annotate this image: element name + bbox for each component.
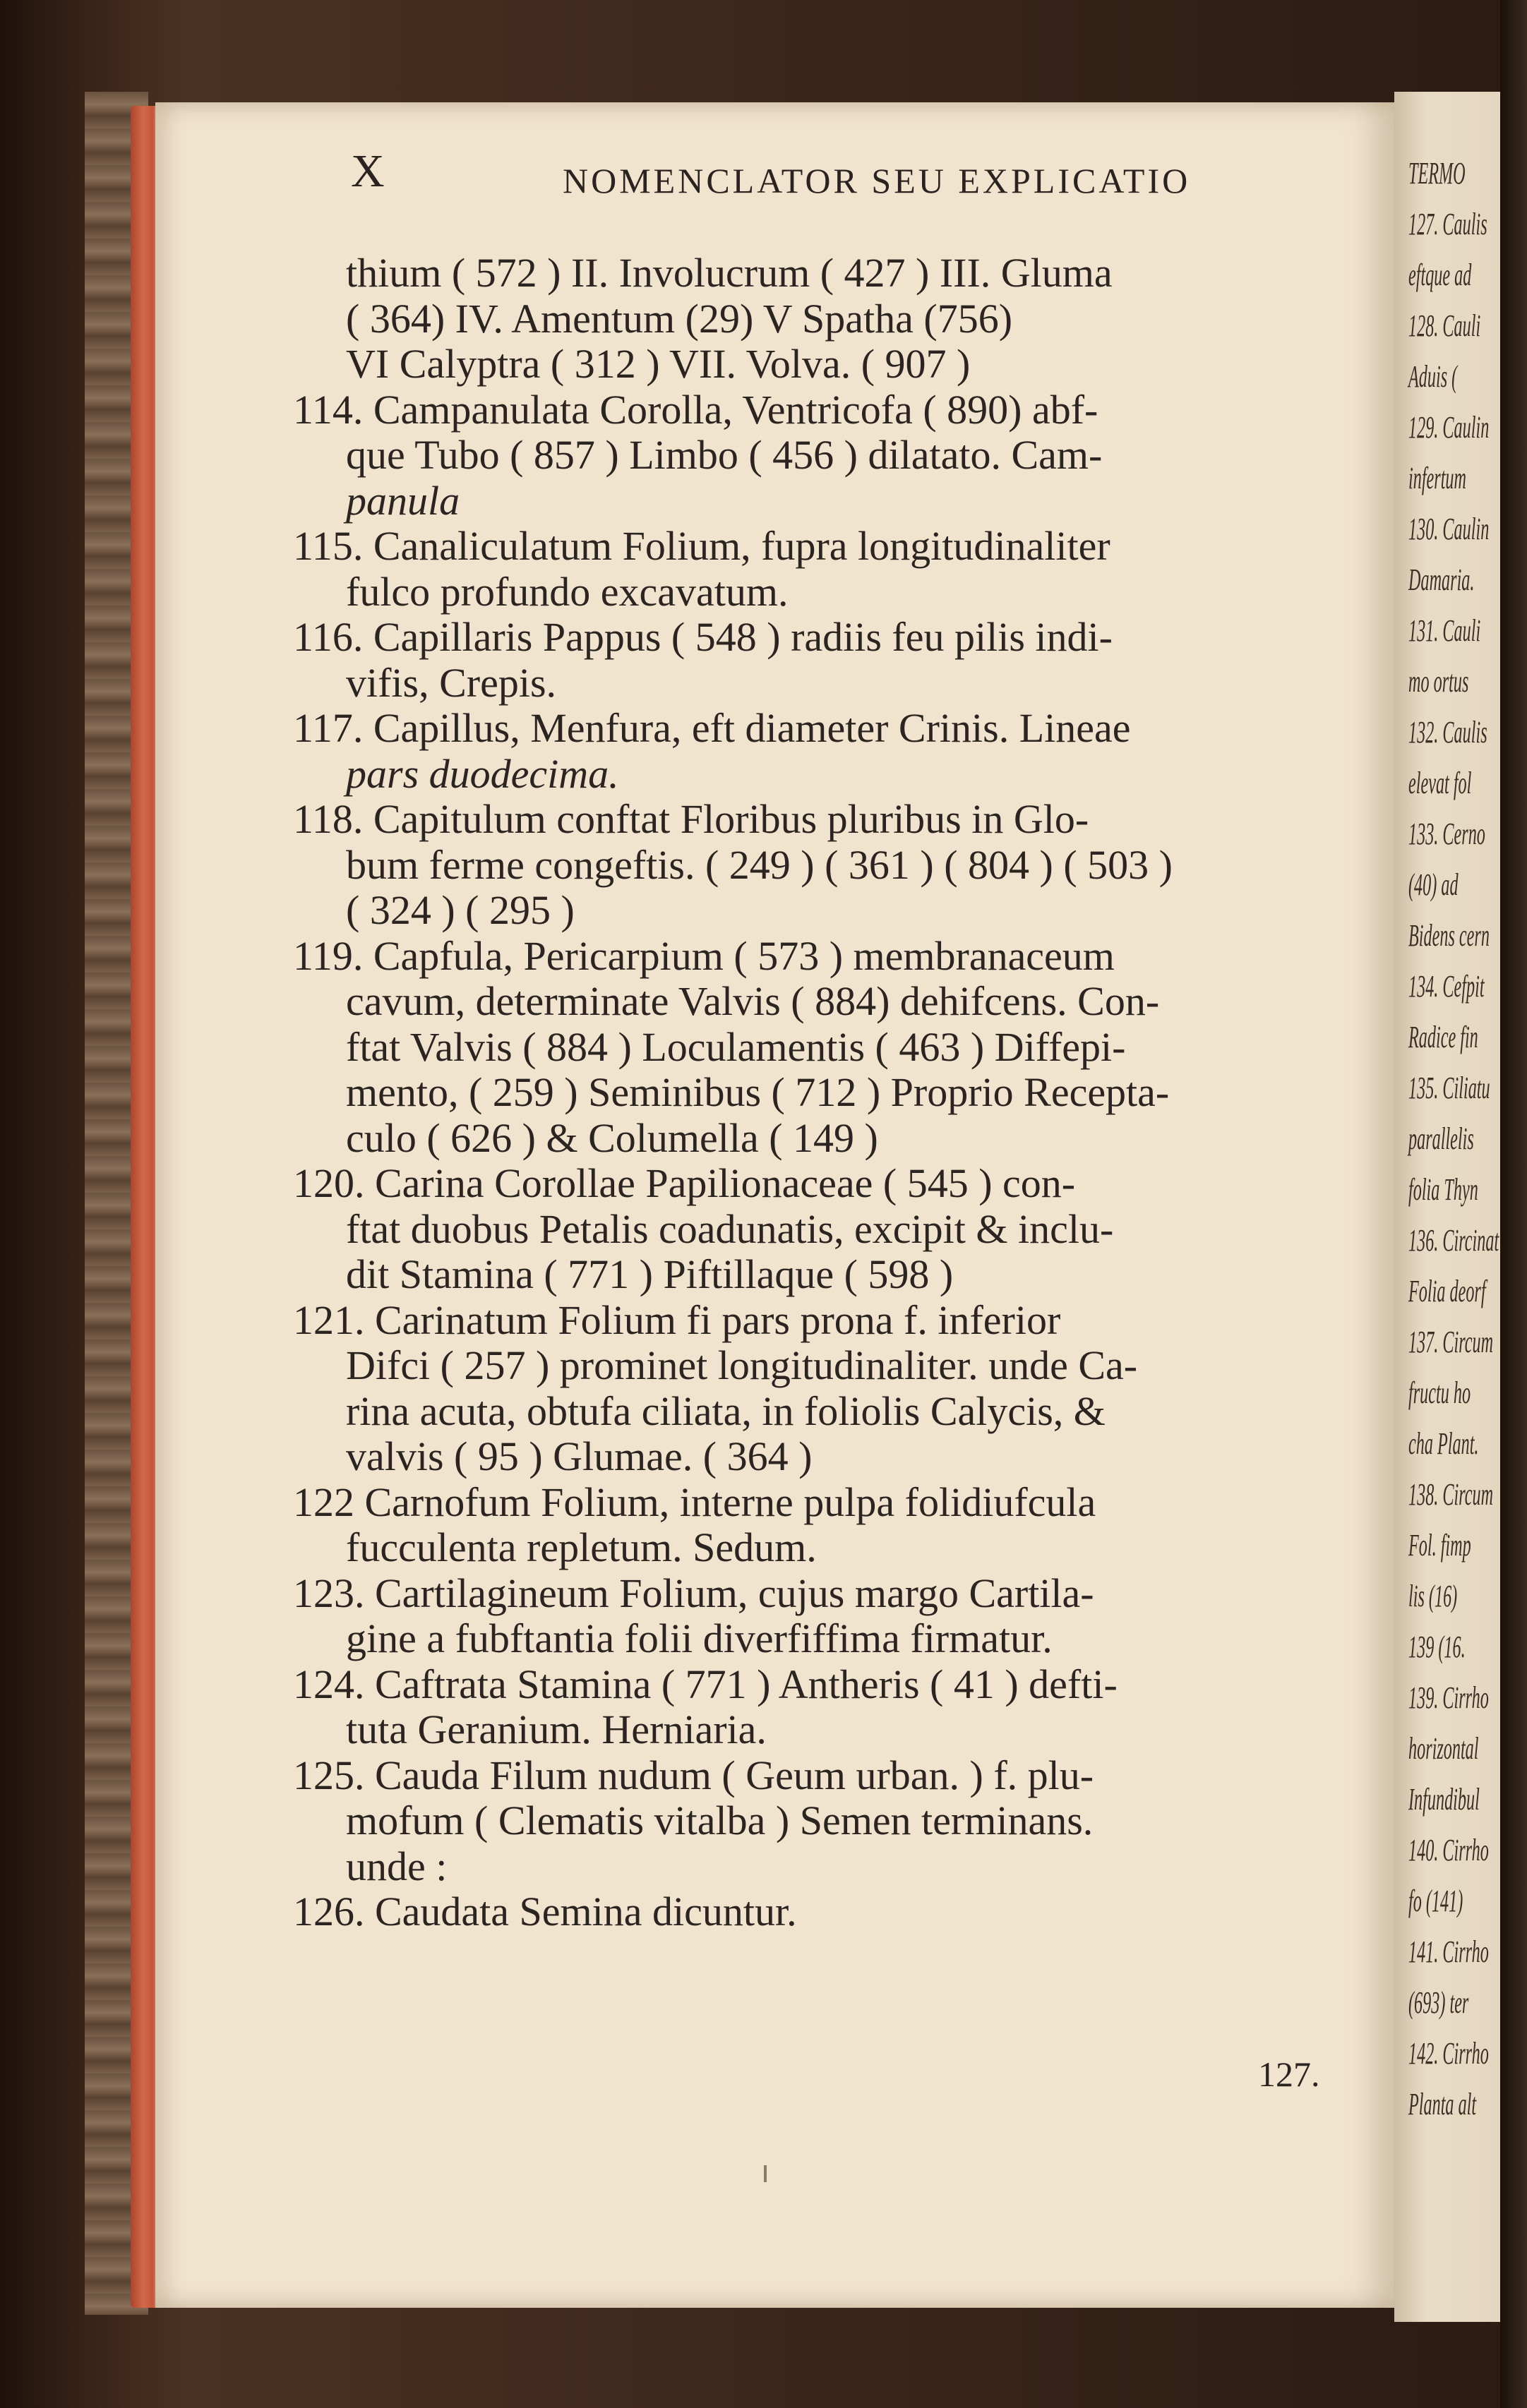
facing-page-line: 129. Caulin [1408,410,1490,445]
entry-line: 118. Capitulum conftat Floribus pluribus in Glo- [293,796,1089,842]
text-line: mofum ( Clematis vitalba ) Semen terminans. [346,1798,1094,1843]
text-line: VI Calyptra ( 312 ) VII. Volva. ( 907 ) [346,341,971,387]
entry-line: 124. Caftrata Stamina ( 771 ) Antheris ( 41 ) defti- [293,1661,1118,1707]
facing-page-line: cha Plant. [1408,1426,1479,1461]
facing-page-line: mo ortus [1408,664,1469,699]
entry-line: 116. Capillaris Pappus ( 548 ) radiis feu pilis indi- [293,614,1113,660]
text-line: mento, ( 259 ) Seminibus ( 712 ) Proprio Recepta- [346,1069,1170,1115]
facing-page-line: 138. Circum [1408,1477,1494,1512]
text-line: vifis, Crepis. [346,659,557,706]
entry-line: 125. Cauda Filum nudum ( Geum urban. ) f. plu- [293,1752,1094,1798]
header-title: NOMENCLATOR SEU EXPLICATIO [563,161,1191,200]
facing-page-line: (40) ad [1408,867,1459,902]
text-line: unde : [346,1843,448,1889]
facing-page-line: 137. Circum [1408,1325,1494,1359]
entry-line: 122 Carnofum Folium, interne pulpa folidiufcula [293,1479,1096,1525]
facing-page-line: 140. Cirrho [1408,1833,1489,1867]
entry-line: 123. Cartilagineum Folium, cujus margo Cartila- [293,1570,1094,1616]
facing-page-line: 132. Caulis [1408,715,1487,750]
facing-page-line: 128. Cauli [1408,308,1481,343]
facing-page-line: 134. Cefpit [1408,969,1485,1004]
text-line: panula [346,477,460,524]
text-line: culo ( 626 ) & Columella ( 149 ) [346,1114,878,1161]
facing-page-line: Damaria. [1408,562,1475,597]
facing-page-line: lis (16) [1408,1579,1458,1613]
facing-page-line: (693) ter [1408,1985,1469,2020]
facing-page-line: folia Thyn [1408,1172,1478,1207]
facing-page-line: fo (141) [1408,1884,1463,1918]
facing-page-line: parallelis [1408,1121,1474,1156]
text-line: Difci ( 257 ) prominet longitudinaliter. unde Ca- [346,1342,1138,1388]
entry-line: 126. Caudata Semina dicuntur. [293,1889,797,1934]
facing-page-line: horizontal [1408,1731,1479,1766]
facing-page-line: 141. Cirrho [1408,1934,1489,1969]
text-line: dit Stamina ( 771 ) Piftillaque ( 598 ) [346,1251,954,1297]
page-number: 127. [1258,2054,1320,2094]
text-line: pars duodecima. [346,750,619,797]
text-line: rina acuta, obtufa ciliata, in foliolis Calycis, & [346,1387,1106,1434]
facing-page-line: Radice fin [1408,1020,1478,1054]
facing-page-line: Folia deorf [1408,1274,1486,1308]
facing-page-line: 127. Caulis [1408,207,1487,241]
text-line: ftat Valvis ( 884 ) Loculamentis ( 463 ) Diffepi- [346,1023,1126,1070]
facing-page-line: 136. Circinat [1408,1223,1499,1258]
facing-page-line: Planta alt [1408,2087,1477,2121]
text-line: thium ( 572 ) II. Involucrum ( 427 ) III. Gluma [346,250,1113,296]
entry-line: 114. Campanulata Corolla, Ventricofa ( 890) abf- [293,386,1098,433]
facing-page-line: 133. Cerno [1408,817,1485,851]
printer-mark [764,2165,767,2182]
text-line: fucculenta repletum. Sedum. [346,1524,817,1570]
entry-line: 121. Carinatum Folium fi pars prona f. inferior [293,1296,1061,1343]
facing-page-line: 139. Cirrho [1408,1680,1489,1715]
text-line: gine a fubftantia folii diverfiffima firmatur. [346,1615,1053,1661]
text-line: ( 324 ) ( 295 ) [346,887,575,933]
entry-line: 117. Capillus, Menfura, eft diameter Crinis. Lineae [293,705,1131,751]
text-line: valvis ( 95 ) Glumae. ( 364 ) [346,1433,813,1479]
entry-line: 115. Canaliculatum Folium, fupra longitudinaliter [293,523,1110,569]
facing-page-line: eftque ad [1408,258,1472,292]
text-line: bum ferme congeftis. ( 249 ) ( 361 ) ( 804 ) ( 503 ) [346,841,1173,888]
facing-page-line: Infundibul [1408,1782,1480,1817]
facing-page-line: Fol. fimp [1408,1528,1471,1563]
facing-page-line: fructu ho [1408,1375,1471,1410]
facing-page-line: 135. Ciliatu [1408,1071,1490,1105]
right-binding-edge [1500,0,1527,2408]
text-line: tuta Geranium. Herniaria. [346,1706,767,1752]
entry-line: 119. Capfula, Pericarpium ( 573 ) membranaceum [293,932,1115,979]
facing-page-line: infertum [1408,461,1467,495]
text-line: ftat duobus Petalis coadunatis, excipit & inclu- [346,1205,1114,1252]
page-body [293,250,1348,1935]
folio-signature: X [351,145,385,197]
facing-page-line: TERMO [1408,156,1466,191]
text-line: fulco profundo excavatum. [346,568,789,615]
facing-page-line: Aduis ( [1408,359,1458,394]
facing-page-line: 131. Cauli [1408,613,1481,648]
running-header [194,145,1253,201]
entry-line: 120. Carina Corollae Papilionaceae ( 545 ) con- [293,1160,1076,1206]
facing-page-line: elevat fol [1408,766,1472,800]
facing-page-line: 139 (16. [1408,1630,1466,1664]
facing-page-line: 130. Caulin [1408,512,1490,546]
text-line: ( 364) IV. Amentum (29) V Spatha (756) [346,295,1013,342]
text-line: cavum, determinate Valvis ( 884) dehifcens. Con- [346,978,1160,1024]
facing-page-fragment [1394,92,1500,2322]
text-line: que Tubo ( 857 ) Limbo ( 456 ) dilatato. Cam- [346,432,1103,478]
facing-page-line: 142. Cirrho [1408,2036,1489,2071]
facing-page-line: Bidens cern [1408,918,1490,953]
